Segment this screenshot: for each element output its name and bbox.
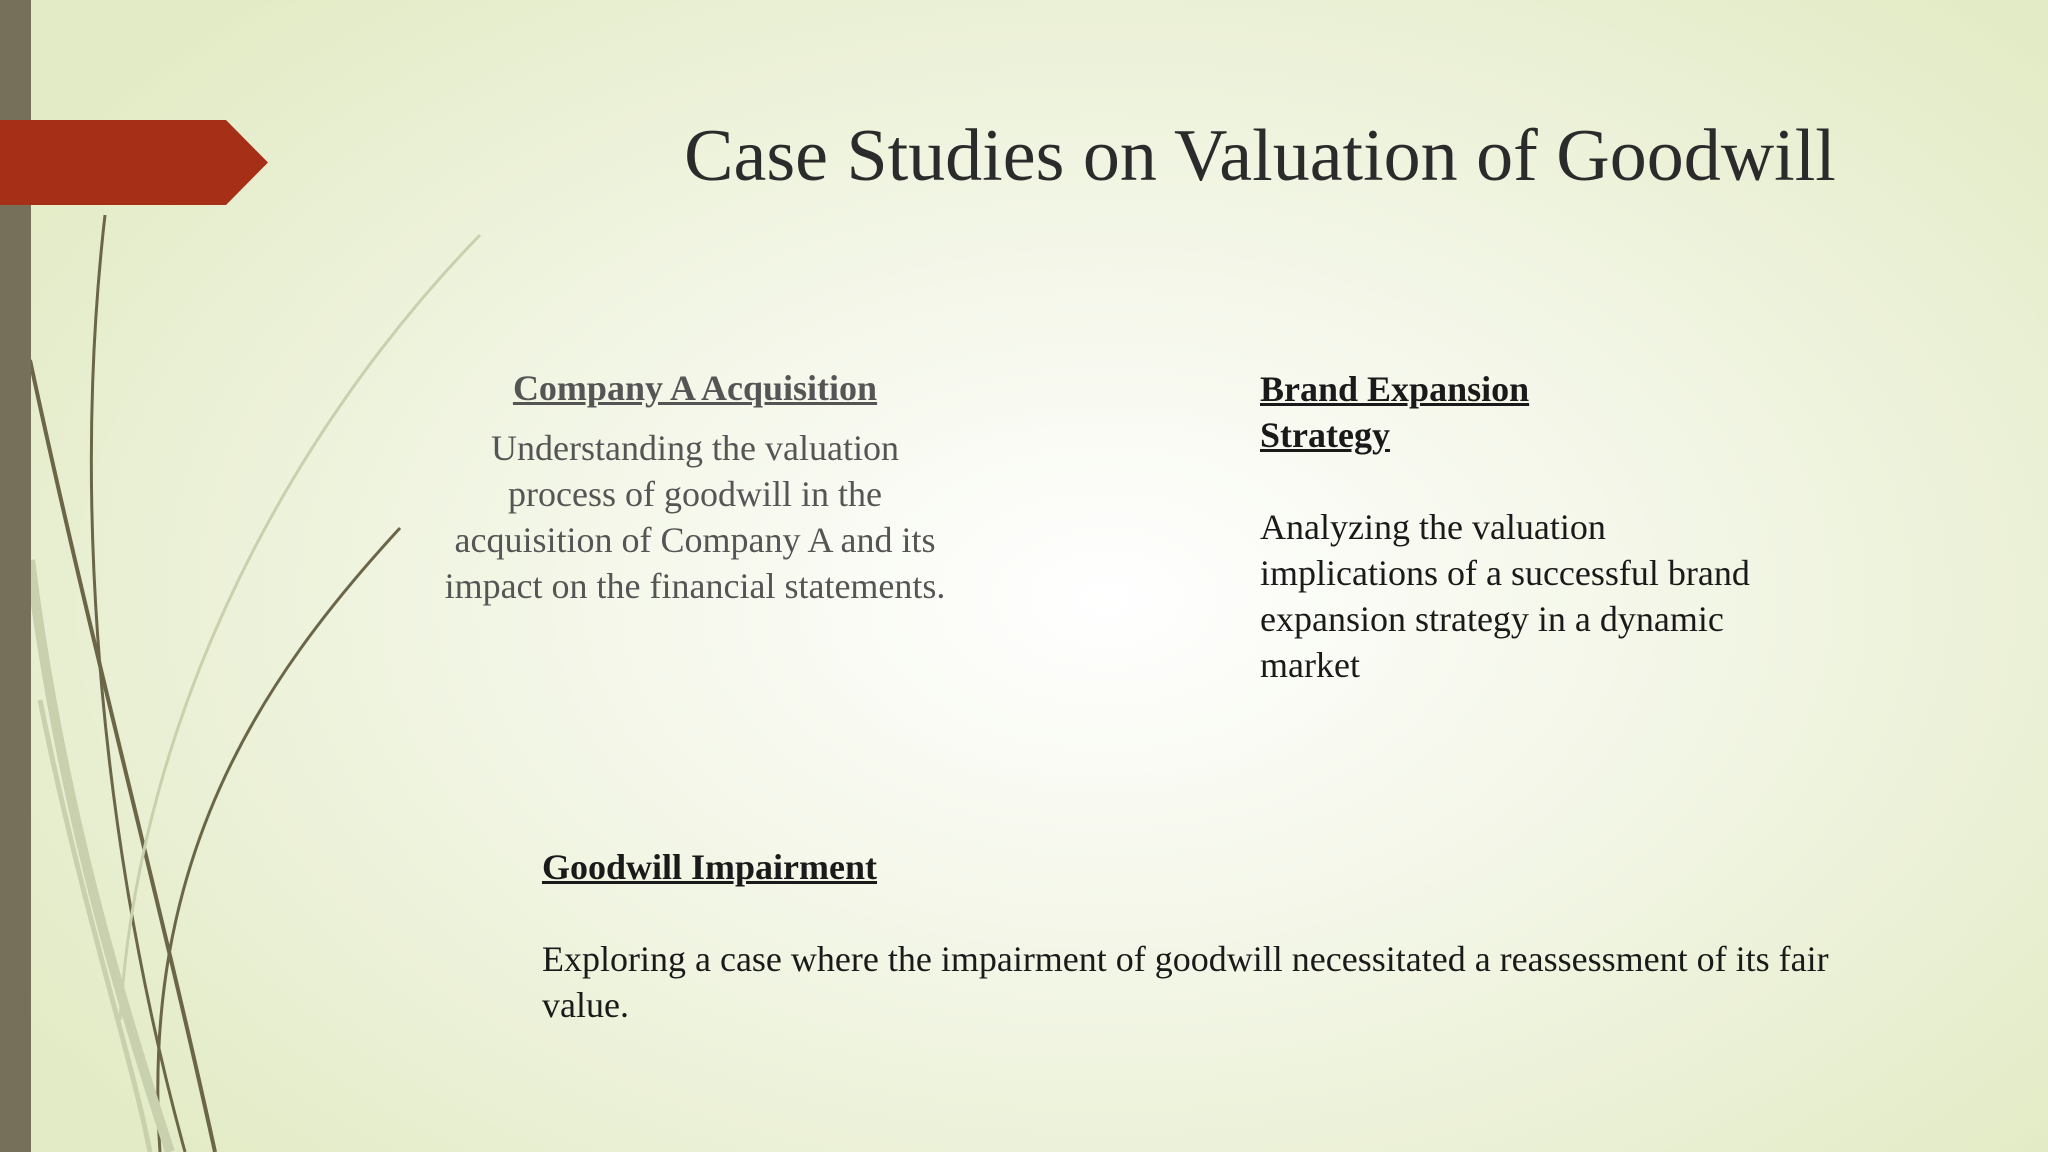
section-body: Exploring a case where the impairment of goodwill necessitated a reassessment of its fair value. <box>542 939 1829 1025</box>
section-company-a-acquisition <box>440 366 950 609</box>
section-goodwill-impairment <box>542 844 1842 1028</box>
section-heading: Company A Acquisition <box>512 368 878 408</box>
section-brand-expansion-strategy <box>1260 366 1750 688</box>
section-body: Understanding the valuation process of goodwill in the acquisition of Company A and its impact on the financial statements. <box>444 428 946 606</box>
slide-title: Case Studies on Valuation of Goodwill <box>684 115 1836 197</box>
section-heading: Brand Expansion Strategy <box>1260 369 1530 455</box>
section-body: Analyzing the valuation implications of a successful brand expansion strategy in a dynamic market <box>1260 507 1750 685</box>
section-heading: Goodwill Impairment <box>542 847 878 887</box>
title-arrow-shape <box>0 120 268 205</box>
